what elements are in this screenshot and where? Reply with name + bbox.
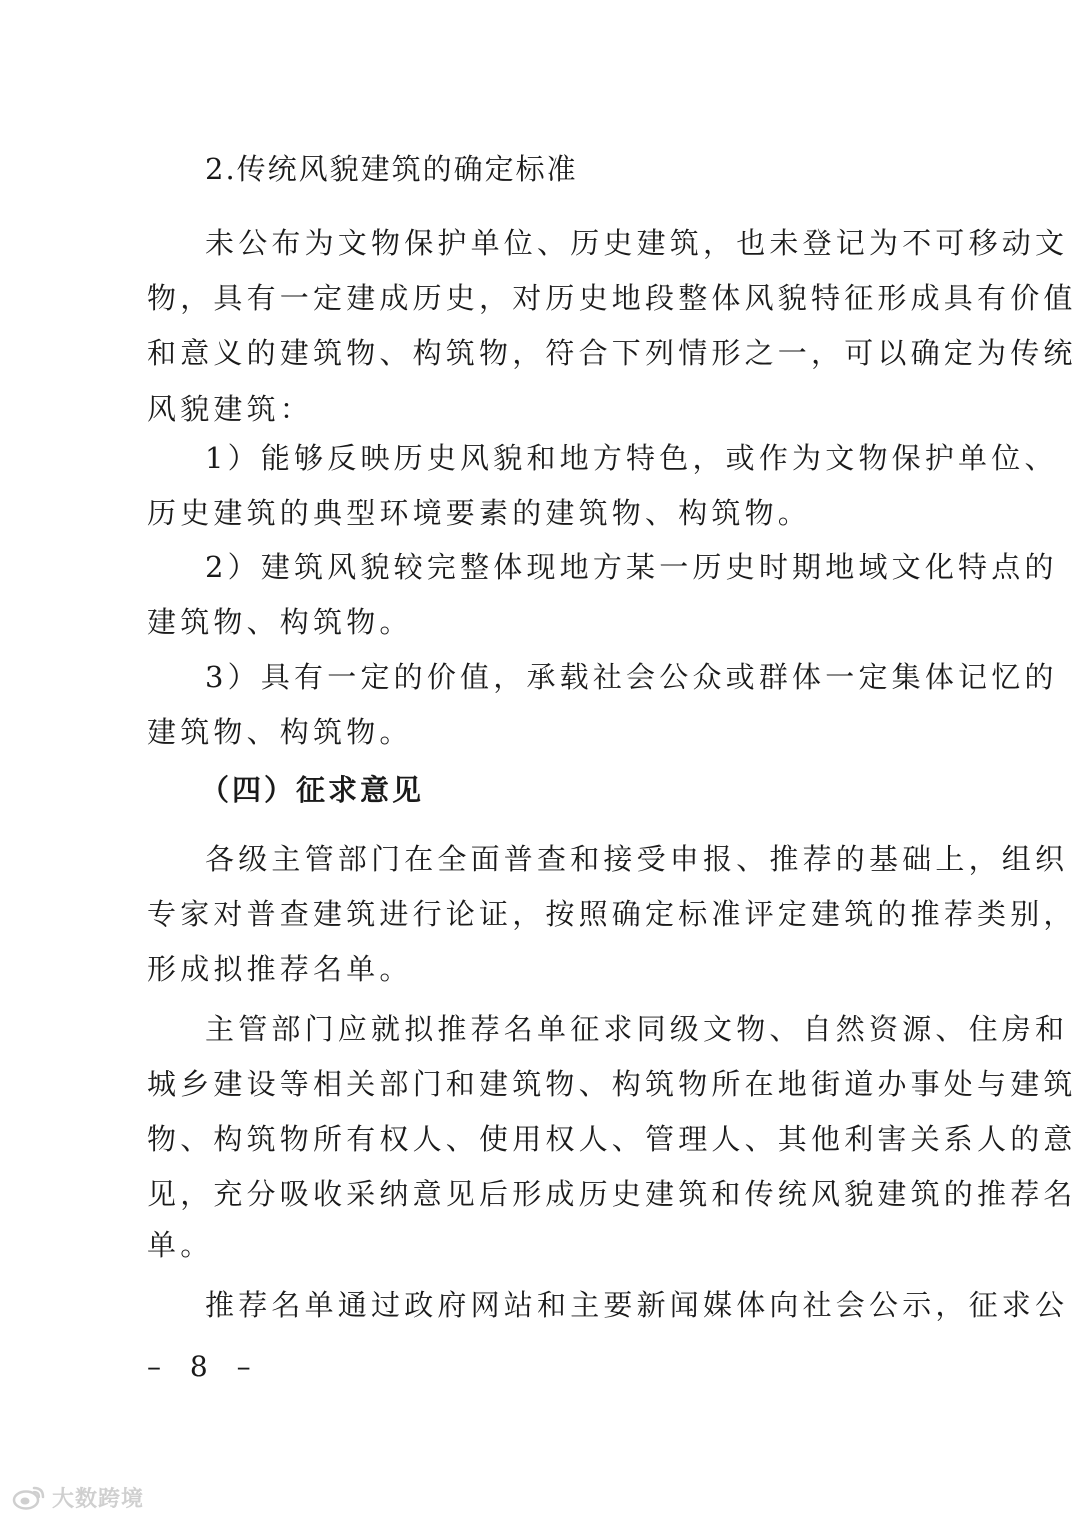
list-item-2-line: 2）建筑风貌较完整体现地方某一历史时期地域文化特点的 [205,550,1058,584]
watermark [12,1482,144,1513]
list-item-3-line: 建筑物、构筑物。 [147,715,413,749]
paragraph-line: 专家对普查建筑进行论证，按照确定标准评定建筑的推荐类别， [147,897,1077,931]
weibo-logo-icon [12,1485,46,1511]
page-number: – 8 – [147,1350,261,1383]
paragraph-line: 各级主管部门在全面普查和接受申报、推荐的基础上，组织 [205,842,1069,876]
paragraph-line: 见，充分吸收采纳意见后形成历史建筑和传统风貌建筑的推荐名 [147,1177,1077,1211]
list-item-1-line: 历史建筑的典型环境要素的建筑物、构筑物。 [147,496,812,530]
paragraph-line: 推荐名单通过政府网站和主要新闻媒体向社会公示，征求公 [205,1288,1069,1322]
paragraph-line: 主管部门应就拟推荐名单征求同级文物、自然资源、住房和 [205,1012,1069,1046]
paragraph-line: 和意义的建筑物、构筑物，符合下列情形之一，可以确定为传统 [147,336,1077,370]
paragraph-line: 城乡建设等相关部门和建筑物、构筑物所在地街道办事处与建筑 [147,1067,1077,1101]
watermark-text: 大数跨境 [52,1487,145,1512]
list-item-3-line: 3）具有一定的价值，承载社会公众或群体一定集体记忆的 [205,660,1058,694]
paragraph-line: 形成拟推荐名单。 [147,952,413,986]
paragraph-line: 单。 [147,1228,214,1262]
paragraph-line: 未公布为文物保护单位、历史建筑，也未登记为不可移动文 [205,226,1069,260]
section-heading: 2.传统风貌建筑的确定标准 [205,152,578,186]
list-item-2-line: 建筑物、构筑物。 [147,605,413,639]
subsection-heading: （四）征求意见 [200,773,425,807]
paragraph-line: 物，具有一定建成历史，对历史地段整体风貌特征形成具有价值 [147,281,1077,315]
paragraph-line: 风貌建筑： [147,392,314,426]
list-item-1-line: 1）能够反映历史风貌和地方特色，或作为文物保护单位、 [205,441,1058,475]
paragraph-line: 物、构筑物所有权人、使用权人、管理人、其他利害关系人的意 [147,1122,1077,1156]
